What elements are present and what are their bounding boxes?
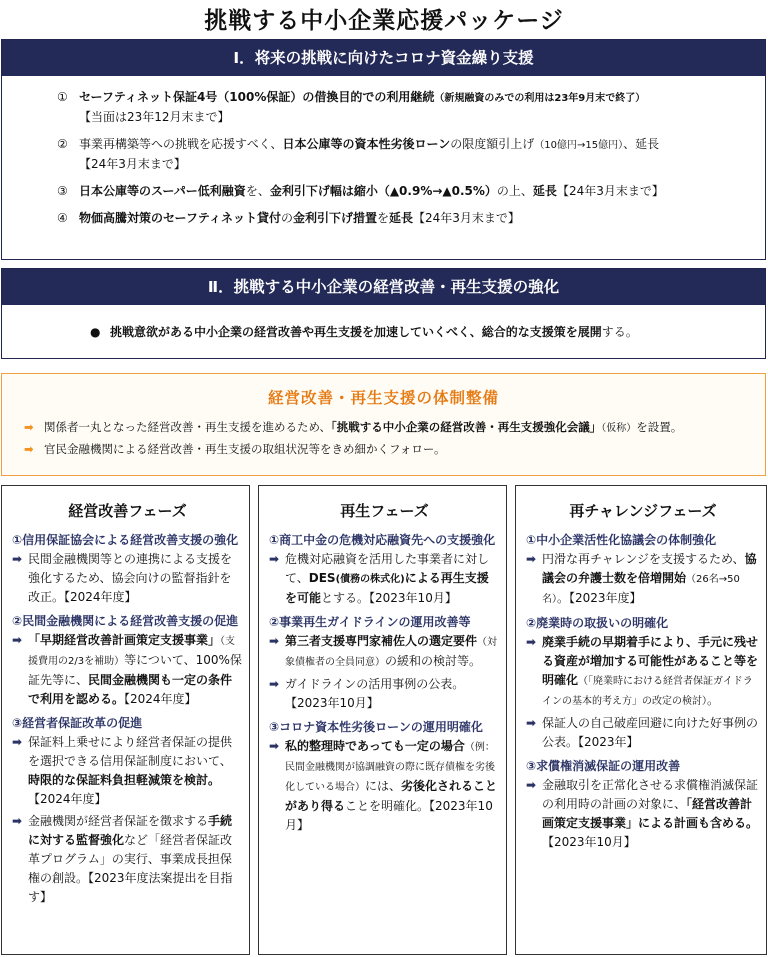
arrow-icon: ➡ — [269, 552, 280, 566]
item-bold: 「挑戦する中小企業の経営改善・再生支援強化会議」 — [331, 420, 602, 434]
paragraph: 金融機関が経営者保証を徴求する手続に対する監督強化など「経営者保証改革プログラム」の実行、事業成長担保権の創設。【2023年度法案提出を目指す】 — [28, 814, 233, 904]
arrow-icon: ➡ — [12, 814, 23, 828]
list-item — [57, 209, 765, 228]
item-text: を、 — [245, 184, 270, 198]
arrow-icon: ➡ — [269, 739, 280, 753]
subheading: ①信用保証協会による経営改善支援の強化 — [12, 533, 239, 547]
arrow-icon: ➡ — [526, 635, 537, 649]
section-heading: Ⅰ．将来の挑戦に向けたコロナ資金繰り支援 — [2, 40, 765, 76]
column-revitalization-phase — [258, 485, 507, 955]
item-small: （仮称） — [601, 423, 637, 434]
list-item — [24, 439, 765, 459]
item-text: の限度額引上げ — [450, 137, 535, 151]
paragraph: 円滑な再チャレンジを支援するため、協議会の弁護士数を倍増開始（26名→50名）。【2023年度】 — [542, 552, 757, 605]
column-heading: 経営改善フェーズ — [68, 502, 187, 520]
item-number: ② — [57, 137, 68, 151]
subheading: ②事業再生ガイドラインの運用改善等 — [269, 615, 471, 629]
arrow-icon: ➡ — [24, 420, 34, 434]
item-bold: 物価高騰対策のセーフティネット貸付 — [79, 211, 281, 225]
arrow-icon: ➡ — [269, 634, 280, 648]
item-bold: 金利引下げ措置 — [292, 211, 377, 225]
item-bold: 日本公庫等の資本性劣後ローン — [282, 137, 451, 151]
support-structure-box — [1, 373, 766, 476]
item-text: の — [280, 211, 293, 225]
column-heading: 再生フェーズ — [340, 502, 429, 520]
item-small: （新規融資のみでの利用は23年9月末で終了） — [434, 93, 646, 104]
paragraph: 私的整理時であっても一定の場合（例：民間金融機関が協調融資の際に既存債権を劣後化している場合）には、劣後化されることがあり得ることを明確化。【2023年10月】 — [285, 739, 498, 832]
subheading: ①中小企業活性化協議会の体制強化 — [526, 533, 717, 547]
item-bold: セーフティネット保証4号（100%保証）の借換目的での利用継続 — [79, 90, 435, 104]
item-text: を設置。 — [636, 420, 683, 434]
arrow-icon: ➡ — [12, 735, 23, 749]
list-item — [57, 135, 765, 174]
paragraph: 金融取引を正常化させる求償権消滅保証の利用時の計画の対象に、「経営改善計画策定支援事業」による計画も含める。【2023年10月】 — [542, 778, 759, 849]
paragraph: 民間金融機関等との連携による支援を強化するため、協会向けの監督指針を改正。【2024年度】 — [28, 552, 233, 604]
item-bold: 日本公庫等のスーパー低利融資 — [79, 184, 246, 198]
list-item — [24, 417, 765, 439]
arrow-icon: ➡ — [12, 552, 23, 566]
column-heading: 再チャレンジフェーズ — [569, 502, 717, 520]
arrow-icon: ➡ — [526, 716, 537, 730]
item-period: 【24年3月末まで】 — [556, 184, 664, 198]
column-management-phase — [1, 485, 250, 955]
item-bold: 延長 — [532, 184, 557, 198]
item-bold: 延長 — [389, 211, 414, 225]
bullet-post: する。 — [601, 325, 638, 339]
bullet-bold: 挑戦意欲がある中小企業の経営改善や再生支援を加速していくべく、総合的な支援策を展開 — [110, 325, 602, 339]
subheading: ③経営者保証改革の促進 — [12, 716, 143, 730]
bullet-text — [90, 323, 765, 340]
arrow-icon: ➡ — [269, 677, 280, 691]
subheading: ①商工中金の危機対応融資先への支援強化 — [269, 533, 496, 547]
paragraph: 「早期経営改善計画策定支援事業」（支援費用の2/3を補助）等について、100%保証先等に、民間金融機関も一定の条件で利用を認める。【2024年度】 — [28, 633, 242, 706]
list-item — [57, 182, 765, 201]
arrow-icon: ➡ — [12, 633, 23, 647]
paragraph: 保証料上乗せにより経営者保証の提供を選択できる信用保証制度において、時限的な保証料負担軽減策を検討。【2024年度】 — [28, 735, 233, 806]
item-period: 【24年3月末まで】 — [79, 157, 186, 171]
subheading: ③求償権消滅保証の運用改善 — [526, 759, 681, 773]
subheading: ②廃業時の取扱いの明確化 — [526, 616, 669, 630]
arrow-icon: ➡ — [526, 778, 537, 792]
arrow-icon: ➡ — [24, 442, 34, 456]
subheading: ②民間金融機関による経営改善支援の促進 — [12, 614, 239, 628]
item-small: （10億円→15億円） — [534, 140, 624, 151]
arrow-icon: ➡ — [526, 552, 537, 566]
paragraph: 第三者支援専門家補佐人の選定要件（対象債権者の全員同意）の緩和の検討等。 — [285, 634, 498, 668]
item-text: 官民金融機関による経営改善・再生支援の取組状況等をきめ細かくフォロー。 — [44, 442, 446, 456]
support-structure-title: 経営改善・再生支援の体制整備 — [267, 389, 499, 407]
item-text: 、延長 — [623, 137, 660, 151]
item-period: 【当面は23年12月末まで】 — [79, 110, 230, 124]
item-text: 関係者一丸となった経営改善・再生支援を進めるため、 — [44, 420, 332, 434]
item-text: 事業再構築等への挑戦を応援すべく、 — [79, 137, 283, 151]
paragraph: 保証人の自己破産回避に向けた好事例の公表。【2023年】 — [542, 716, 759, 749]
column-rechallenge-phase — [515, 485, 767, 955]
section-covid-funding — [1, 39, 766, 260]
item-period: 【24年3月末まで】 — [413, 211, 520, 225]
item-bold: 金利引下げ幅は縮小（▲0.9%→▲0.5%） — [269, 184, 497, 198]
item-text: の上、 — [496, 184, 533, 198]
section-management-improvement — [1, 268, 766, 359]
item-number: ③ — [57, 184, 68, 198]
item-number: ① — [57, 90, 68, 104]
item-text: を — [377, 211, 390, 225]
paragraph: 危機対応融資を活用した事業者に対して、DES(債務の株式化)による再生支援を可能とする。【2023年10月】 — [285, 552, 490, 605]
paragraph: ガイドラインの活用事例の公表。【2023年10月】 — [285, 677, 465, 710]
subheading: ③コロナ資本性劣後ローンの運用明確化 — [269, 720, 483, 734]
section-heading: Ⅱ．挑戦する中小企業の経営改善・再生支援の強化 — [2, 269, 765, 305]
list-item — [57, 88, 765, 127]
page-title: 挑戦する中小企業応援パッケージ — [204, 8, 564, 34]
item-number: ④ — [57, 211, 68, 225]
bullet-icon: ● — [90, 325, 101, 339]
paragraph: 廃業手続の早期着手により、手元に残せる資産が増加する可能性があること等を明確化（「廃業時における経営者保証ガイドラインの基本的考え方」の改定の検討）。 — [542, 635, 759, 707]
